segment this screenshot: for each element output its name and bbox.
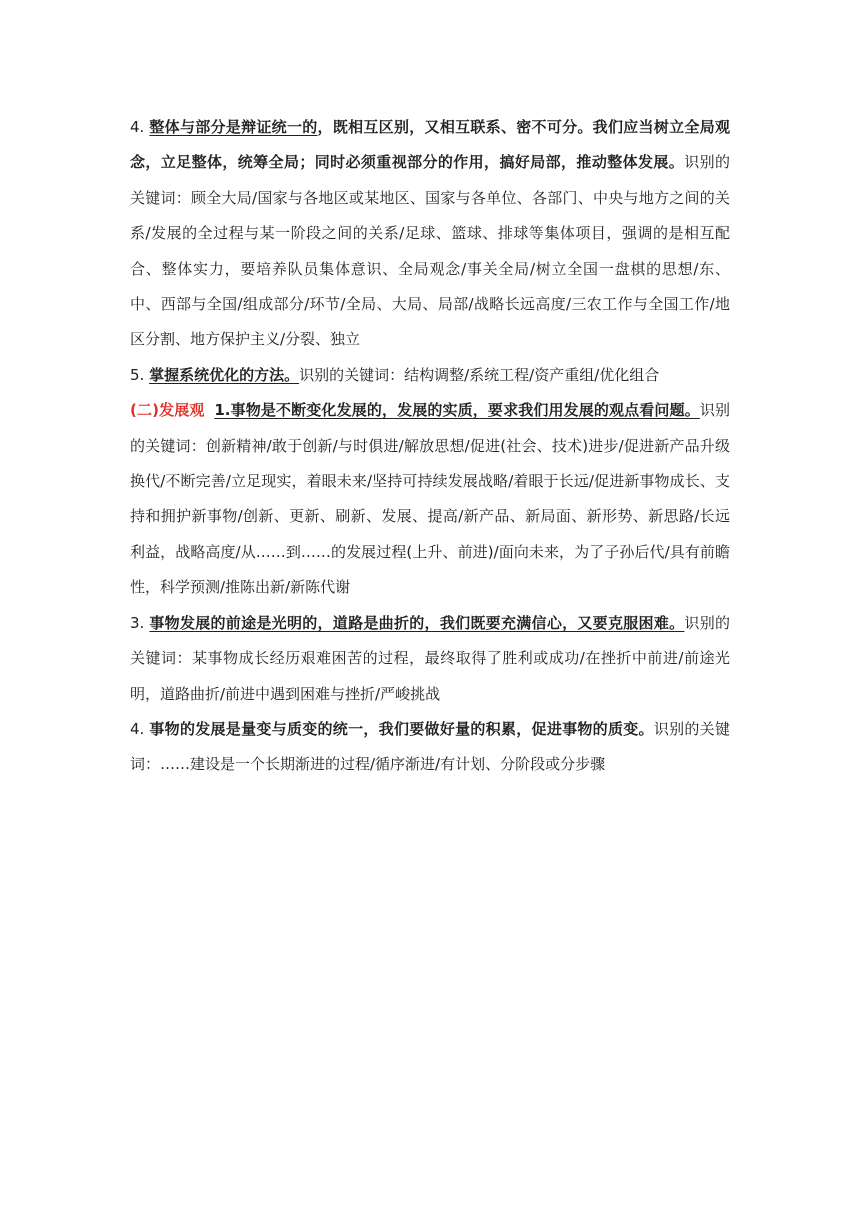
section-heading: (二)发展观	[130, 401, 205, 420]
principle-explanation: ，既相互区别，又相互联系、密不可分。我们应当树立全局观念，立足整体，统筹全局；同时必须重视部分的作用，搞好局部，推动整体发展。	[130, 118, 730, 172]
item-number: 5.	[130, 365, 150, 384]
paragraph-system-optimization	[130, 358, 730, 393]
principle-heading: 事物的发展是量变与质变的统一，我们要做好量的积累，促进事物的质变。	[149, 719, 654, 738]
keywords-text: 识别的关键词：某事物成长经历艰难困苦的过程，最终取得了胜利或成功/在挫折中前进/前途光明，道路曲折/前进中遇到困难与挫折/严峻挑战	[130, 613, 730, 703]
item-number: 4.	[130, 118, 150, 136]
keywords-text: 识别的关键词：结构调整/系统工程/资产重组/优化组合	[299, 365, 660, 384]
paragraph-development-view	[130, 393, 730, 605]
item-number: 4.	[130, 719, 150, 738]
principle-heading: 事物发展的前途是光明的，道路是曲折的，我们既要充满信心，又要克服困难。	[149, 613, 685, 632]
keywords-text: 识别的关键词：创新精神/敢于创新/与时俱进/解放思想/促进(社会、技术)进步/促进新产品升级换代/不断完善/立足现实，着眼未来/坚持可持续发展战略/着眼于长远/促进新事物成长、支持和拥护新事物/创新、更新、刷新、发展、提高/新产品、新局面、新形势、新思路/长远利益，战略高度/从……到……的发展过程(上升、前进)/面向未来，为了子孙后代/具有前瞻性，科学预测/推陈出新/新陈代谢	[130, 401, 730, 597]
keywords-text: 识别的关键词：顾全大局/国家与各地区或某地区、国家与各单位、各部门、中央与地方之间的关系/发展的全过程与某一阶段之间的关系/足球、篮球、排球等集体项目，强调的是相互配合、整体实力，要培养队员集体意识、全局观念/事关全局/树立全国一盘棋的思想/东、中、西部与全国/组成部分/环节/全局、大局、局部/战略长远高度/三农工作与全国工作/地区分割、地方保护主义/分裂、独立	[130, 153, 730, 349]
principle-heading: 1.事物是不断变化发展的，发展的实质，要求我们用发展的观点看问题。	[214, 401, 700, 420]
keywords-text: 识别的关键词：……建设是一个长期渐进的过程/循序渐进/有计划、分阶段或分步骤	[130, 719, 730, 774]
paragraph-bright-future	[130, 606, 730, 712]
document-page	[130, 110, 730, 783]
item-number: 3.	[130, 613, 150, 632]
paragraph-quantitative-qualitative	[130, 712, 730, 783]
principle-heading: 掌握系统优化的方法。	[149, 365, 300, 384]
paragraph-whole-and-part	[130, 110, 730, 358]
principle-heading: 整体与部分是辩证统一的	[149, 118, 318, 136]
